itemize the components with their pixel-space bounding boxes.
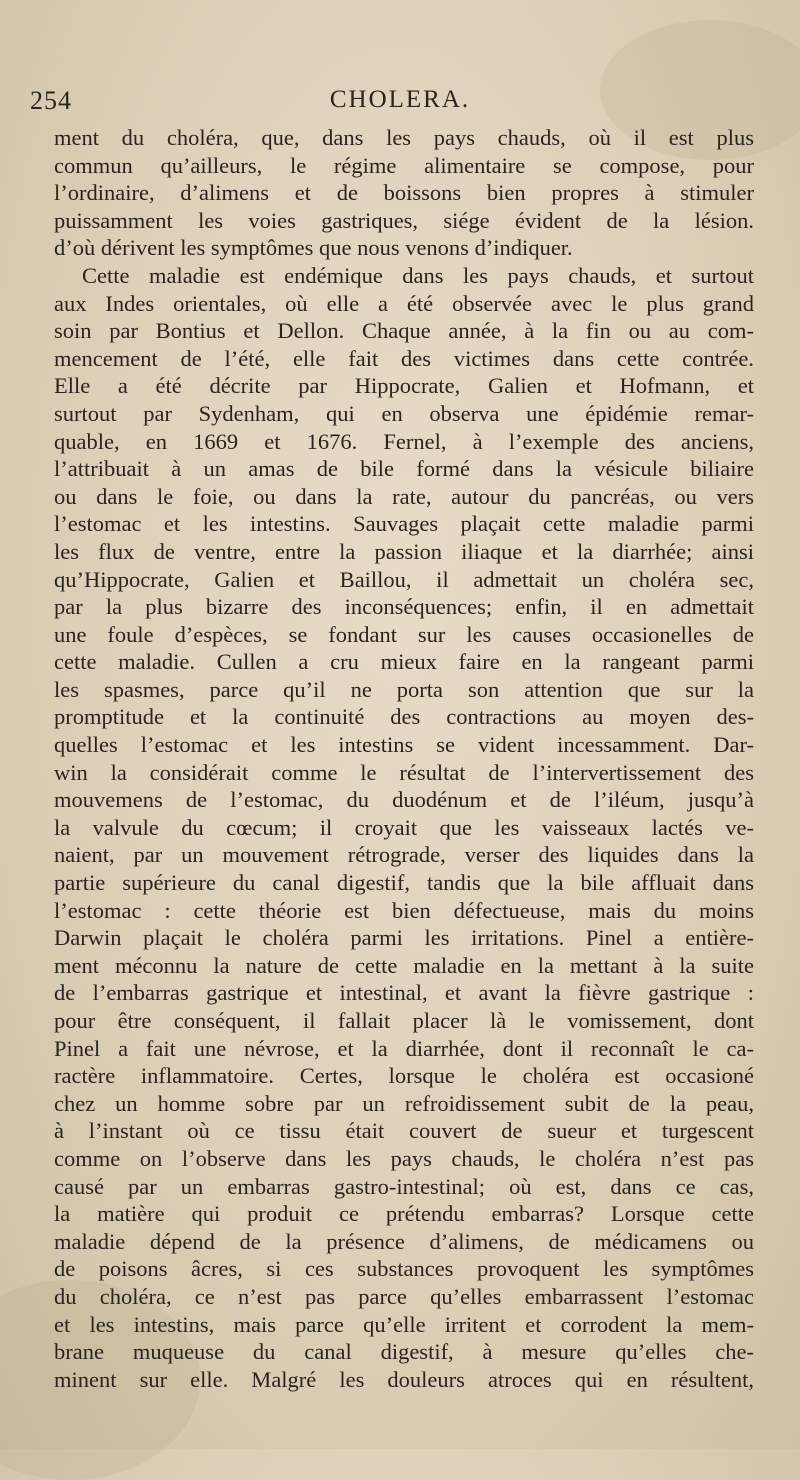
text-line: ractère inflammatoire. Certes, lorsque le choléra est occasioné — [54, 1063, 754, 1089]
text-line: à l’instant où ce tissu était couvert de sueur et turgescent — [54, 1118, 754, 1144]
page-number: 254 — [30, 86, 72, 115]
text-line: par la plus bizarre des inconséquences; enfin, il en admettait — [54, 594, 754, 620]
text-line: aux Indes orientales, où elle a été observée avec le plus grand — [54, 290, 754, 316]
text-line: quable, en 1669 et 1676. Fernel, à l’exemple des anciens, — [54, 428, 754, 454]
text-line: partie supérieure du canal digestif, tandis que la bile affluait dans — [54, 870, 754, 896]
text-line: Darwin plaçait le choléra parmi les irritations. Pinel a entière- — [54, 925, 754, 951]
text-line: commun qu’ailleurs, le régime alimentaire se compose, pour — [54, 152, 754, 178]
text-line: ment du choléra, que, dans les pays chauds, où il est plus — [54, 125, 754, 150]
text-line: de l’embarras gastrique et intestinal, et avant la fièvre gastrique : — [54, 980, 754, 1006]
text-line: l’estomac et les intestins. Sauvages plaçait cette maladie parmi — [54, 511, 754, 537]
text-line: puissamment les voies gastriques, siége évident de la lésion. — [54, 207, 754, 233]
page-header — [30, 86, 770, 122]
text-line: la valvule du cœcum; il croyait que les vaisseaux lactés ve- — [54, 814, 754, 840]
text-line: les flux de ventre, entre la passion iliaque et la diarrhée; ainsi — [54, 538, 754, 564]
text-line: du choléra, ce n’est pas parce qu’elles embarrassent l’estomac — [54, 1283, 754, 1309]
text-line: soin par Bontius et Dellon. Chaque année, à la fin ou au com- — [54, 318, 754, 344]
text-line: Elle a été décrite par Hippocrate, Galien et Hofmann, et — [54, 373, 754, 399]
running-title: CHOLERA. — [329, 86, 471, 113]
text-line: de poisons âcres, si ces substances provoquent les symptômes — [54, 1256, 754, 1282]
text-line: pour être conséquent, il fallait placer là le vomissement, dont — [54, 1008, 754, 1033]
text-line: qu’Hippocrate, Galien et Baillou, il admettait un choléra sec, — [54, 566, 754, 592]
text-line: comme on l’observe dans les pays chauds, le choléra n’est pas — [54, 1145, 754, 1171]
text-line: ou dans le foie, ou dans la rate, autour du pancréas, ou vers — [54, 483, 754, 509]
text-line: d’où dérivent les symptômes que nous venons d’indiquer. — [54, 235, 573, 261]
text-line: quelles l’estomac et les intestins se vident incessamment. Dar- — [54, 732, 754, 758]
text-line: chez un homme sobre par un refroidissement subit de la peau, — [54, 1090, 754, 1116]
text-line: causé par un embarras gastro-intestinal; où est, dans ce cas, — [54, 1173, 754, 1199]
text-line: promptitude et la continuité des contractions au moyen des- — [54, 704, 754, 730]
text-line: une foule d’espèces, se fondant sur les causes occasionelles de — [54, 621, 754, 647]
body-text — [54, 124, 754, 1393]
text-line: l’ordinaire, d’alimens et de boissons bien propres à stimuler — [54, 180, 754, 206]
text-line: brane muqueuse du canal digestif, à mesure qu’elles che- — [54, 1339, 754, 1365]
text-line: surtout par Sydenham, qui en observa une épidémie remar- — [54, 400, 754, 426]
text-line: Pinel a fait une névrose, et la diarrhée, dont il reconnaît le ca- — [54, 1035, 754, 1061]
text-line: mouvemens de l’estomac, du duodénum et de l’iléum, jusqu’à — [54, 787, 754, 813]
text-line: la matière qui produit ce prétendu embarras? Lorsque cette — [54, 1201, 754, 1227]
text-line: Cette maladie est endémique dans les pays chauds, et surtout — [82, 262, 754, 288]
text-line: les spasmes, parce qu’il ne porta son attention que sur la — [54, 676, 754, 702]
text-line: mencement de l’été, elle fait des victimes dans cette contrée. — [54, 345, 754, 371]
text-line: cette maladie. Cullen a cru mieux faire en la rangeant parmi — [54, 649, 754, 675]
text-line: ment méconnu la nature de cette maladie en la mettant à la suite — [54, 952, 754, 978]
text-line: l’attribuait à un amas de bile formé dans la vésicule biliaire — [54, 456, 754, 482]
text-line: win la considérait comme le résultat de l’intervertissement des — [54, 759, 754, 785]
text-line: minent sur elle. Malgré les douleurs atroces qui en résultent, — [54, 1366, 754, 1392]
text-line: et les intestins, mais parce qu’elle irritent et corrodent la mem- — [54, 1311, 754, 1337]
text-line: naient, par un mouvement rétrograde, verser des liquides dans la — [54, 842, 754, 868]
text-line: l’estomac : cette théorie est bien défectueuse, mais du moins — [54, 897, 754, 923]
text-line: maladie dépend de la présence d’alimens, de médicamens ou — [54, 1228, 754, 1254]
